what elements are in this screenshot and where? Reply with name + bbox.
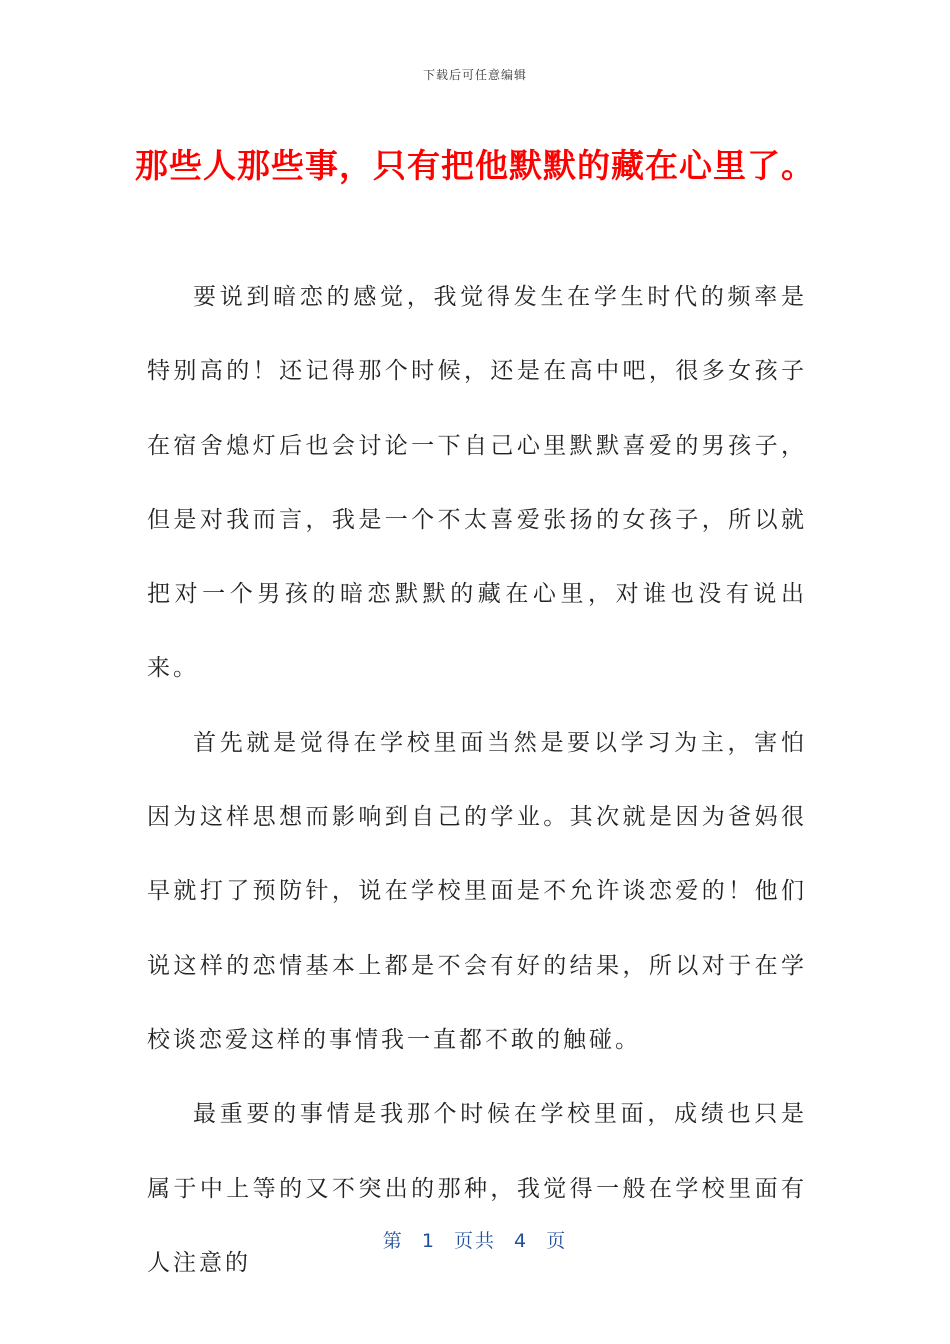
footer-prefix: 第 xyxy=(382,1230,404,1252)
paragraph-1: 要说到暗恋的感觉，我觉得发生在学生时代的频率是特别高的！还记得那个时候，还是在高中吧，很多女孩子在宿舍熄灯后也会讨论一下自己心里默默喜爱的男孩子，但是对我而言，我是一个不太喜爱张扬的女孩子，所以就把对一个男孩的暗恋默默的藏在心里，对谁也没有说出来。 xyxy=(147,284,807,682)
paragraph-2: 首先就是觉得在学校里面当然是要以学习为主，害怕因为这样思想而影响到自己的学业。其次就是因为爸妈很早就打了预防针，说在学校里面是不允许谈恋爱的！他们说这样的恋情基本上都是不会有好的结果，所以对于在学校谈恋爱这样的事情我一直都不敢的触碰。 xyxy=(147,729,807,1053)
footer-total-pages: 4 xyxy=(514,1230,529,1252)
paragraph-3: 最重要的事情是我那个时候在学校里面，成绩也只是属于中上等的又不突出的那种，我觉得一般在学校里面有人注意的 xyxy=(147,1101,807,1276)
document-body xyxy=(147,260,807,1300)
footer-suffix: 页 xyxy=(546,1230,568,1252)
header-note: 下载后可任意编辑 xyxy=(422,68,527,82)
footer-page-number: 1 xyxy=(421,1230,436,1252)
document-title: 那些人那些事，只有把他默默的藏在心里了。 xyxy=(135,146,815,185)
page-footer xyxy=(0,1226,950,1253)
footer-middle: 页共 xyxy=(453,1230,496,1252)
